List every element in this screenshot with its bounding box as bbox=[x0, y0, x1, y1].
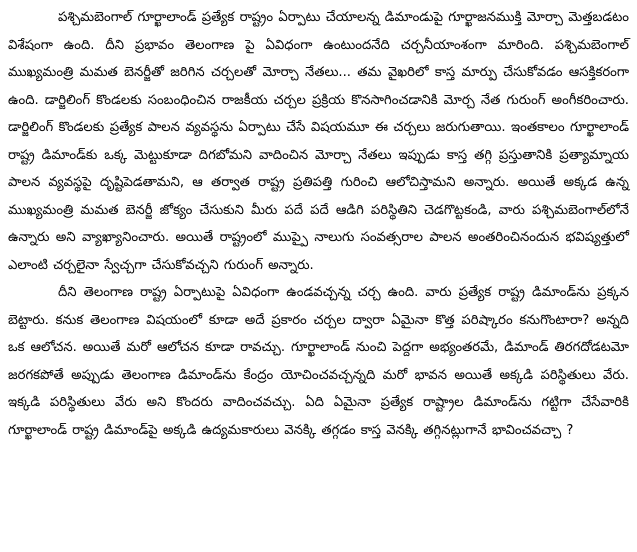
paragraph-1: పశ్చిమబెంగాల్ గూర్ఖాలాండ్ ప్రత్యేక రాష్ట్రం ఏర్పాటు చేయాలన్న డిమాండుపై గూర్ఖాజనముక్తి మోర్చా మెత్తబడటం విశేషంగా ఉంది. దీని ప్రభావం తెలంగాణ పై ఏవిధంగా ఉంటుందనేది చర్చనీయాంశంగా మారింది. పశ్చిమబెంగాల్ ముఖ్యమంత్రి మమత బెనర్జీతో జరిగిన చర్చలతో మోర్చా నేతలు... తమ వైఖరిలో కాస్త మార్పు చేసుకోవడం ఆసక్తికరంగా ఉంది. డార్జిలింగ్ కొండలకు సంబంధించిన రాజకీయ చర్చల ప్రక్రియ కొనసాగించడానికి మోర్చ నేత గురుంగ్ అంగీకరించారు. డార్జిలింగ్ కొండలకు ప్రత్యేక పాలన వ్యవస్థను ఏర్పాటు చేసే విషయమూ ఈ చర్చలు జరుగుతాయి. ఇంతకాలం గూర్ఖాలాండ్ రాష్ట్ర డిమాండ్‌కు ఒక్క మెట్టుకూడా దిగబోమని వాదించిన మోర్చా నేతలు ఇప్పుడు కాస్త తగ్గి ప్రస్తుతానికి ప్రత్యామ్నాయ పాలన వ్యవస్థపై దృష్టిపెడతామని, ఆ తర్వాత రాష్ట్ర ప్రతిపత్తి గురించి ఆలోచిస్తామని అన్నారు. అయితే అక్కడ ఉన్న ముఖ్యమంత్రి మమత బెనర్జీ జోక్యం చేసుకుని మీరు పదే పదే ఆడిగి పరిస్థితిని చెడగొట్టకండి, వారు పశ్చిమబెంగాల్‌లోనే ఉన్నారు అని వ్యాఖ్యానించారు. అయితే రాష్ట్రంలో ముప్పై నాలుగు సంవత్సరాల పాలన అంతరించినందున భవిష్యత్తులో ఎలాంటి చర్చలైనా స్వేచ్చగా చేసుకోవచ్చని గురుంగ్ అన్నారు. bbox=[8, 10, 629, 273]
paragraph-2: దీని తెలంగాణ రాష్ట్ర ఏర్పాటుపై ఏవిధంగా ఉండవచ్చన్న చర్చ ఉంది. వారు ప్రత్యేక రాష్ట్ర డిమాండ్‌ను ప్రక్కన బెట్టారు. కనుక తెలంగాణ విషయంలో కూడా అదే ప్రకారం చర్చల ద్వారా ఏమైనా కొత్త పరిష్కారం కనుగొంటారా? అన్నది ఒక ఆలోచన. అయితే మరో ఆలోచన కూడా రావచ్చు. గూర్ఖాలాండ్ నుంచి పెద్దగా అభ్యంతరమే, డిమాండ్ తిరగదోడటమో జరగకపోతే అప్పుడు తెలంగాణ డిమాండ్‌ను కేంద్రం యోచించవచ్చన్నది మరో భావన అయితే అక్కడి పరిస్థితులు వేరు. ఇక్కడి పరిస్థితులు వేరు అని కొందరు వాదించవచ్చు. ఏది ఏమైనా ప్రత్యేక రాష్ట్రాల డిమాండ్‌ను గట్టిగా చేసేవారికి గూర్ఖాలాండ్ రాష్ట్ర డిమాండ్‌పై అక్కడి ఉద్యమకారులు వెనక్కి తగ్గడం కాస్త వెనక్కి తగ్గినట్లుగానే భావించవచ్చా ? bbox=[8, 285, 629, 438]
